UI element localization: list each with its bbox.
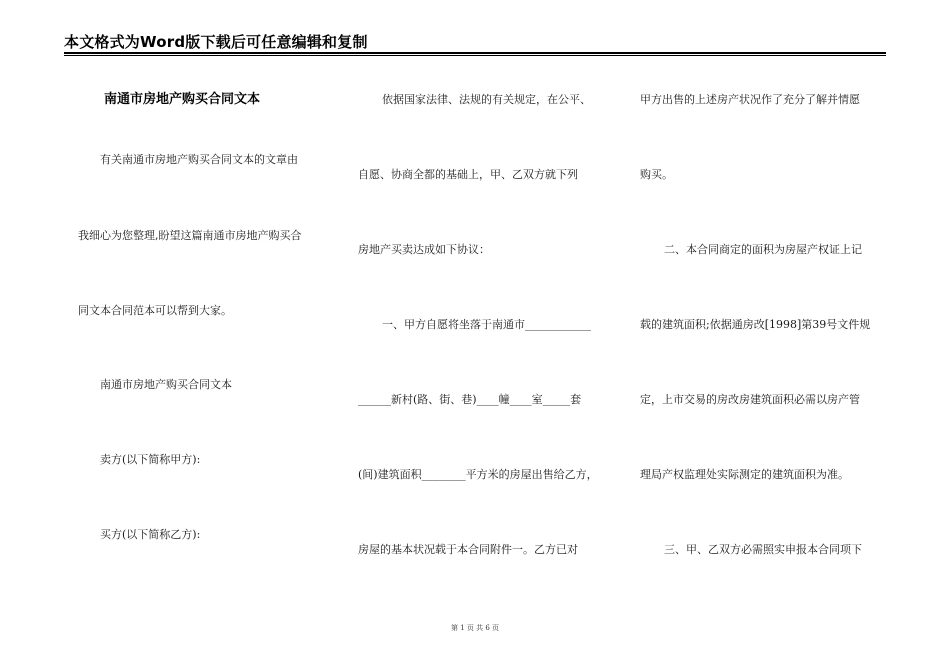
clause-line: 三、甲、乙双方必需照实申报本合同项下 bbox=[664, 543, 862, 556]
clause-line: ______新村(路、街、巷)____幢____室_____套 bbox=[358, 393, 582, 406]
paragraph-line: 房地产买卖达成如下协议： bbox=[358, 243, 490, 256]
paragraph-line: 依据国家法律、法规的有关规定，在公平、 bbox=[382, 93, 591, 106]
clause-line: 理局产权监理处实际测定的建筑面积为准。 bbox=[640, 468, 849, 481]
paragraph-line: 同文本合同范本可以帮到大家。 bbox=[78, 304, 232, 317]
paragraph-line: 我细心为您整理,盼望这篇南通市房地产购买合 bbox=[78, 229, 302, 242]
clause-line: 一、甲方自愿将坐落于南通市____________ bbox=[382, 318, 591, 331]
document-header-title: 本文格式为Word版下载后可任意编辑和复制 bbox=[64, 33, 368, 51]
document-title: 南通市房地产购买合同文本 bbox=[104, 92, 261, 107]
paragraph-line: 购买。 bbox=[640, 168, 673, 181]
clause-line: 定，上市交易的房改房建筑面积必需以房产管 bbox=[640, 393, 860, 406]
buyer-line: 买方(以下简称乙方): bbox=[100, 528, 201, 541]
clause-line: 房屋的基本状况载于本合同附件一。乙方已对 bbox=[358, 543, 578, 556]
page-number: 第 1 页 共 6 页 bbox=[450, 624, 500, 632]
clause-line: 二、本合同商定的面积为房屋产权证上记 bbox=[664, 243, 862, 256]
paragraph-line: 自愿、协商全都的基础上，甲、乙双方就下列 bbox=[358, 168, 578, 181]
clause-line: (间)建筑面积________平方米的房屋出售给乙方， bbox=[358, 468, 598, 481]
header-rule-thick bbox=[64, 52, 886, 54]
subtitle-line: 南通市房地产购买合同文本 bbox=[100, 378, 232, 391]
clause-line: 载的建筑面积;依据通房改[1998]第39号文件规 bbox=[640, 318, 871, 331]
header-rule-thin bbox=[64, 55, 886, 56]
paragraph-line: 甲方出售的上述房产状况作了充分了解并情愿 bbox=[640, 93, 860, 106]
paragraph-line: 有关南通市房地产购买合同文本的文章由 bbox=[100, 153, 298, 166]
seller-line: 卖方(以下简称甲方): bbox=[100, 453, 201, 466]
